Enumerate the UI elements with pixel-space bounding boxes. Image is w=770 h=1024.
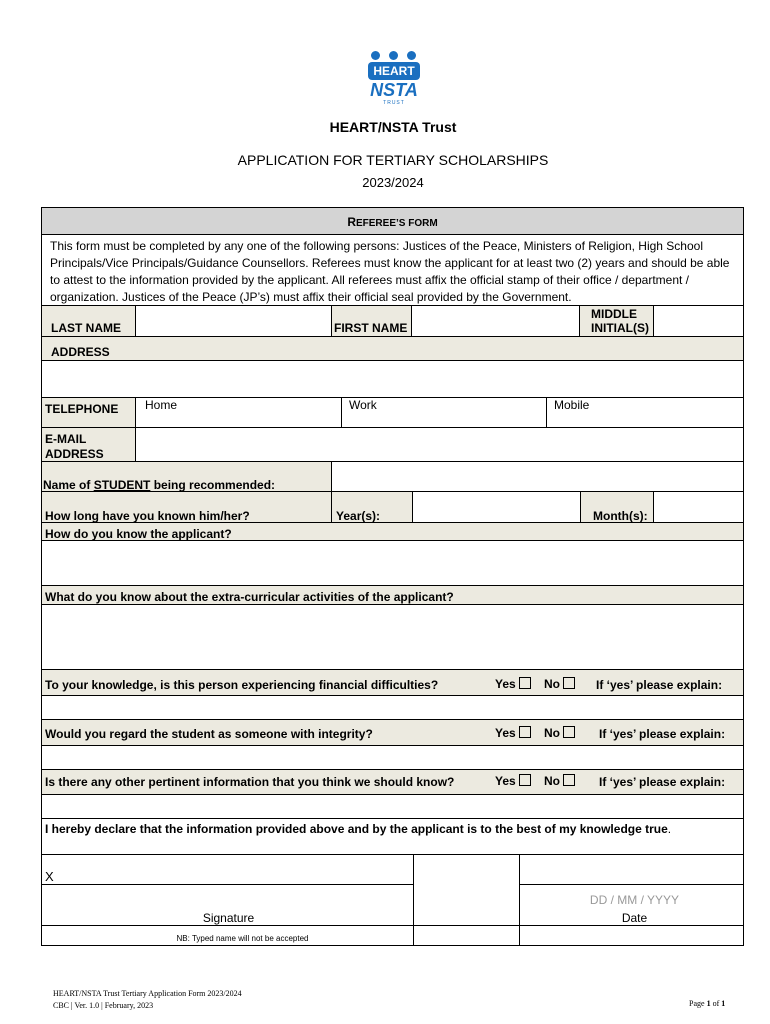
how-long-label: How long have you known him/her?	[45, 509, 250, 523]
org-title: HEART/NSTA Trust	[329, 119, 457, 135]
q1-explain-label: If ‘yes’ please explain:	[596, 678, 723, 692]
mobile-phone-input[interactable]: Mobile	[554, 398, 590, 412]
middle-initial-line2: INITIAL(S)	[591, 321, 649, 335]
last-name-label: LAST NAME	[51, 321, 121, 335]
q1-yes-checkbox[interactable]	[519, 677, 531, 689]
email-input[interactable]	[136, 428, 743, 461]
section-title-cap: R	[347, 215, 356, 229]
page-current: 1	[706, 999, 711, 1008]
home-phone-input[interactable]: Home	[145, 398, 178, 412]
date-format-hint: DD / MM / YYYY	[589, 893, 680, 907]
q3-explain-input[interactable]	[42, 795, 743, 818]
academic-year: 2023/2024	[362, 175, 424, 190]
page-number	[689, 999, 725, 1008]
student-name-input[interactable]	[332, 462, 743, 491]
typed-name-note: NB: Typed name will not be accepted	[176, 934, 309, 943]
declaration-end: .	[667, 822, 672, 836]
q3-yes-option[interactable]	[495, 774, 531, 788]
q3-label: Is there any other pertinent information that you think we should know?	[45, 775, 455, 789]
q2-yes-label: Yes	[495, 726, 516, 740]
middle-initial-line1: MIDDLE	[591, 307, 637, 321]
middle-initial-input[interactable]	[654, 306, 743, 336]
extra-label: What do you know about the extra-curricular activities of the applicant?	[45, 590, 454, 604]
signature-line-input[interactable]	[42, 855, 413, 884]
section-title-rest: EFEREE’S FORM	[355, 218, 438, 229]
declaration-text	[45, 822, 671, 836]
how-know-input[interactable]	[42, 541, 743, 585]
email-label-line1: E-MAIL	[45, 432, 87, 446]
first-name-label: FIRST NAME	[334, 321, 408, 335]
logo-heart-badge: HEART	[368, 62, 420, 80]
telephone-label: TELEPHONE	[45, 402, 119, 416]
q2-yes-option[interactable]	[495, 726, 531, 740]
signature-caption: Signature	[202, 911, 255, 925]
q1-yes-label: Yes	[495, 677, 516, 691]
q2-yes-checkbox[interactable]	[519, 726, 531, 738]
logo-trust-text: TRUST	[383, 100, 405, 106]
middle-initial-label	[591, 307, 649, 335]
q3-no-label: No	[544, 774, 560, 788]
q2-label: Would you regard the student as someone with integrity?	[45, 727, 373, 741]
page-total: 1	[721, 999, 726, 1008]
footer-version: CBC | Ver. 1.0 | February, 2023	[53, 1001, 154, 1010]
page-word: Page	[689, 999, 707, 1008]
student-label-pre: Name of	[43, 478, 94, 492]
email-label-line2: ADDRESS	[45, 447, 104, 461]
logo-nsta-text: NSTA	[370, 80, 418, 100]
q1-no-label: No	[544, 677, 560, 691]
address-label: ADDRESS	[51, 345, 110, 359]
page-of: of	[710, 999, 722, 1008]
how-know-label: How do you know the applicant?	[45, 527, 232, 541]
declaration-main: I hereby declare that the information provided above and by the applicant is to the best of my knowledge true	[45, 822, 668, 836]
logo-dot	[371, 51, 380, 60]
footer-form-title: HEART/NSTA Trust Tertiary Application Form 2023/2024	[53, 989, 242, 998]
q3-yes-checkbox[interactable]	[519, 774, 531, 786]
date-caption: Date	[621, 911, 648, 925]
q3-no-checkbox[interactable]	[563, 774, 575, 786]
section-header	[42, 208, 743, 235]
q2-no-label: No	[544, 726, 560, 740]
q1-explain-input[interactable]	[42, 696, 743, 719]
q3-yes-label: Yes	[495, 774, 516, 788]
q1-no-checkbox[interactable]	[563, 677, 575, 689]
q2-explain-label: If ‘yes’ please explain:	[599, 727, 726, 741]
address-label-row	[42, 337, 743, 360]
q1-yes-option[interactable]	[495, 677, 531, 691]
address-input[interactable]	[42, 361, 743, 397]
date-input[interactable]	[520, 855, 743, 884]
months-input[interactable]	[654, 492, 743, 522]
q1-label: To your knowledge, is this person experiencing financial difficulties?	[45, 678, 439, 692]
years-label: Year(s):	[336, 509, 381, 523]
logo-dot	[389, 51, 398, 60]
first-name-input[interactable]	[412, 306, 579, 336]
intro-text: This form must be completed by any one of the following persons: Justices of the Peace, Ministers of Religion, High School Principals/Vice Principals/Guidance Counsellors. Referees must know the applicant for at least two (2) years and should be able to attest to the information provided by the applicant. All referees must affix the official stamp of their office / department / organization. Justices of the Peace (JP’s) must affix their official seal provided by the Government.	[50, 239, 730, 304]
q1-no-option[interactable]	[544, 677, 575, 691]
extra-input[interactable]	[42, 605, 743, 669]
logo-dot	[407, 51, 416, 60]
student-label	[43, 478, 275, 492]
signature-x-mark: X	[45, 869, 54, 884]
q3-no-option[interactable]	[544, 774, 575, 788]
years-input[interactable]	[413, 492, 580, 522]
q3-explain-label: If ‘yes’ please explain:	[599, 775, 726, 789]
form-title: APPLICATION FOR TERTIARY SCHOLARSHIPS	[237, 152, 549, 168]
student-label-word: STUDENT	[93, 478, 151, 492]
work-phone-input[interactable]: Work	[349, 398, 377, 412]
last-name-input[interactable]	[136, 306, 331, 336]
q2-no-checkbox[interactable]	[563, 726, 575, 738]
q2-explain-input[interactable]	[42, 746, 743, 769]
email-label	[45, 432, 104, 462]
footer-left	[53, 988, 242, 1012]
q2-no-option[interactable]	[544, 726, 575, 740]
months-label: Month(s):	[593, 509, 648, 523]
student-label-post: being recommended:	[150, 478, 276, 492]
